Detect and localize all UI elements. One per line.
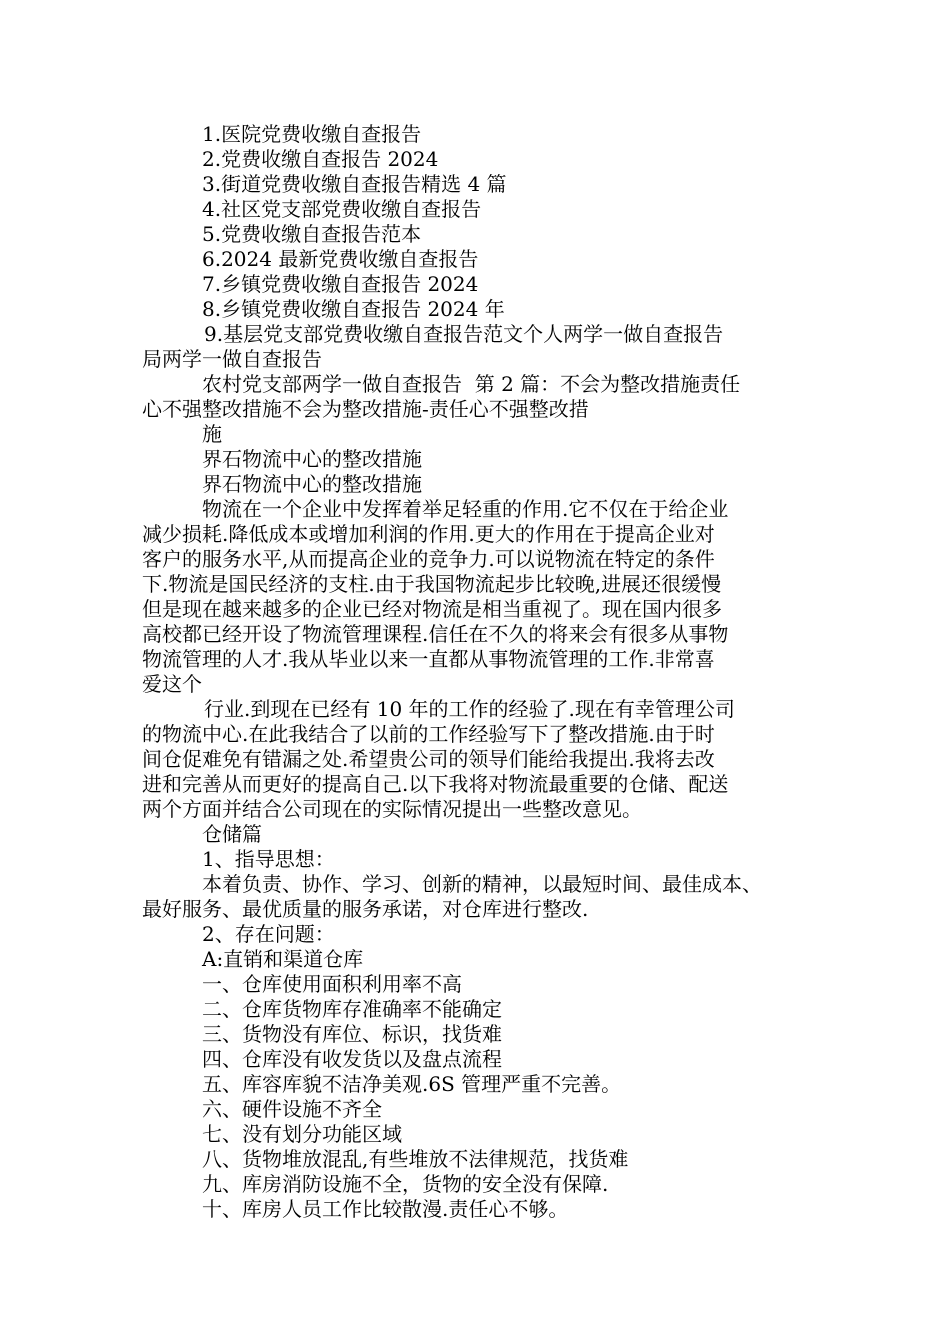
toc-item-8[interactable]: 8.乡镇党费收缴自查报告 2024 年 (202, 297, 505, 321)
toc-item-9-cont: 局两学一做自查报告 (142, 347, 322, 371)
article-title-line-1: 农村党支部两学一做自查报告 第 2 篇：不会为整改措施责任 (202, 372, 741, 396)
toc-item-1[interactable]: 1.医院党费收缴自查报告 (202, 122, 422, 146)
article-subtitle-repeat: 界石物流中心的整改措施 (202, 472, 422, 496)
list-item: 四、仓库没有收发货以及盘点流程 (202, 1047, 502, 1071)
paragraph-line: 但是现在越来越多的企业已经对物流是相当重视了。现在国内很多 (142, 597, 722, 621)
toc-item-2[interactable]: 2.党费收缴自查报告 2024 (202, 147, 439, 171)
article-subtitle: 界石物流中心的整改措施 (202, 447, 422, 471)
section-heading-guiding: 1、指导思想： (202, 847, 335, 871)
list-item: 二、仓库货物库存准确率不能确定 (202, 997, 502, 1021)
toc-list (142, 122, 820, 372)
article-title-line-3: 施 (202, 422, 222, 446)
section-title: 仓储篇 (202, 822, 262, 846)
list-item: 十、库房人员工作比较散漫.责任心不够。 (202, 1197, 569, 1221)
list-item: 七、没有划分功能区域 (202, 1122, 402, 1146)
paragraph-line: 两个方面并结合公司现在的实际情况提出一些整改意见。 (142, 797, 642, 821)
paragraph-line: 进和完善从而更好的提高自己.以下我将对物流最重要的仓储、配送 (142, 772, 729, 796)
paragraph-line: 物流在一个企业中发挥着举足轻重的作用.它不仅在于给企业 (202, 497, 729, 521)
article-heading (142, 372, 820, 497)
section-subheading: A:直销和渠道仓库 (202, 947, 364, 971)
list-item: 九、库房消防设施不全，货物的安全没有保障. (202, 1172, 609, 1196)
toc-item-9[interactable]: 9.基层党支部党费收缴自查报告范文个人两学一做自查报告 (204, 322, 724, 346)
toc-item-3[interactable]: 3.街道党费收缴自查报告精选 4 篇 (202, 172, 507, 196)
toc-item-6[interactable]: 6.2024 最新党费收缴自查报告 (202, 247, 479, 271)
paragraph-line: 下.物流是国民经济的支柱.由于我国物流起步比较晚,进展还很缓慢 (142, 572, 722, 596)
paragraph-line: 的物流中心.在此我结合了以前的工作经验写下了整改措施.由于时 (142, 722, 715, 746)
article-title-line-2: 心不强整改措施不会为整改措施-责任心不强整改措 (142, 397, 589, 421)
list-item: 一、仓库使用面积利用率不高 (202, 972, 462, 996)
warehouse-section (142, 822, 820, 1222)
paragraph-line: 客户的服务水平,从而提高企业的竞争力.可以说物流在特定的条件 (142, 547, 715, 571)
paragraph-line: 最好服务、最优质量的服务承诺，对仓库进行整改. (142, 897, 589, 921)
paragraph-2 (142, 697, 820, 822)
paragraph-line: 物流管理的人才.我从毕业以来一直都从事物流管理的工作.非常喜 (142, 647, 715, 671)
paragraph-1 (142, 497, 820, 697)
toc-item-7[interactable]: 7.乡镇党费收缴自查报告 2024 (202, 272, 479, 296)
list-item: 三、货物没有库位、标识，找货难 (202, 1022, 502, 1046)
paragraph-line: 爱这个 (142, 672, 202, 696)
paragraph-line: 减少损耗.降低成本或增加利润的作用.更大的作用在于提高企业对 (142, 522, 715, 546)
toc-item-4[interactable]: 4.社区党支部党费收缴自查报告 (202, 197, 482, 221)
paragraph-line: 本着负责、协作、学习、创新的精神，以最短时间、最佳成本、 (202, 872, 762, 896)
toc-item-5[interactable]: 5.党费收缴自查报告范本 (202, 222, 422, 246)
list-item: 六、硬件设施不齐全 (202, 1097, 382, 1121)
paragraph-line: 高校都已经开设了物流管理课程.信任在不久的将来会有很多从事物 (142, 622, 729, 646)
paragraph-line: 行业.到现在已经有 10 年的工作的经验了.现在有幸管理公司 (204, 697, 735, 721)
section-heading-problems: 2、存在问题： (202, 922, 335, 946)
list-item: 八、货物堆放混乱,有些堆放不法律规范，找货难 (202, 1147, 629, 1171)
paragraph-line: 间仓促难免有错漏之处.希望贵公司的领导们能给我提出.我将去改 (142, 747, 715, 771)
list-item: 五、库容库貌不洁净美观.6S 管理严重不完善。 (202, 1072, 622, 1096)
